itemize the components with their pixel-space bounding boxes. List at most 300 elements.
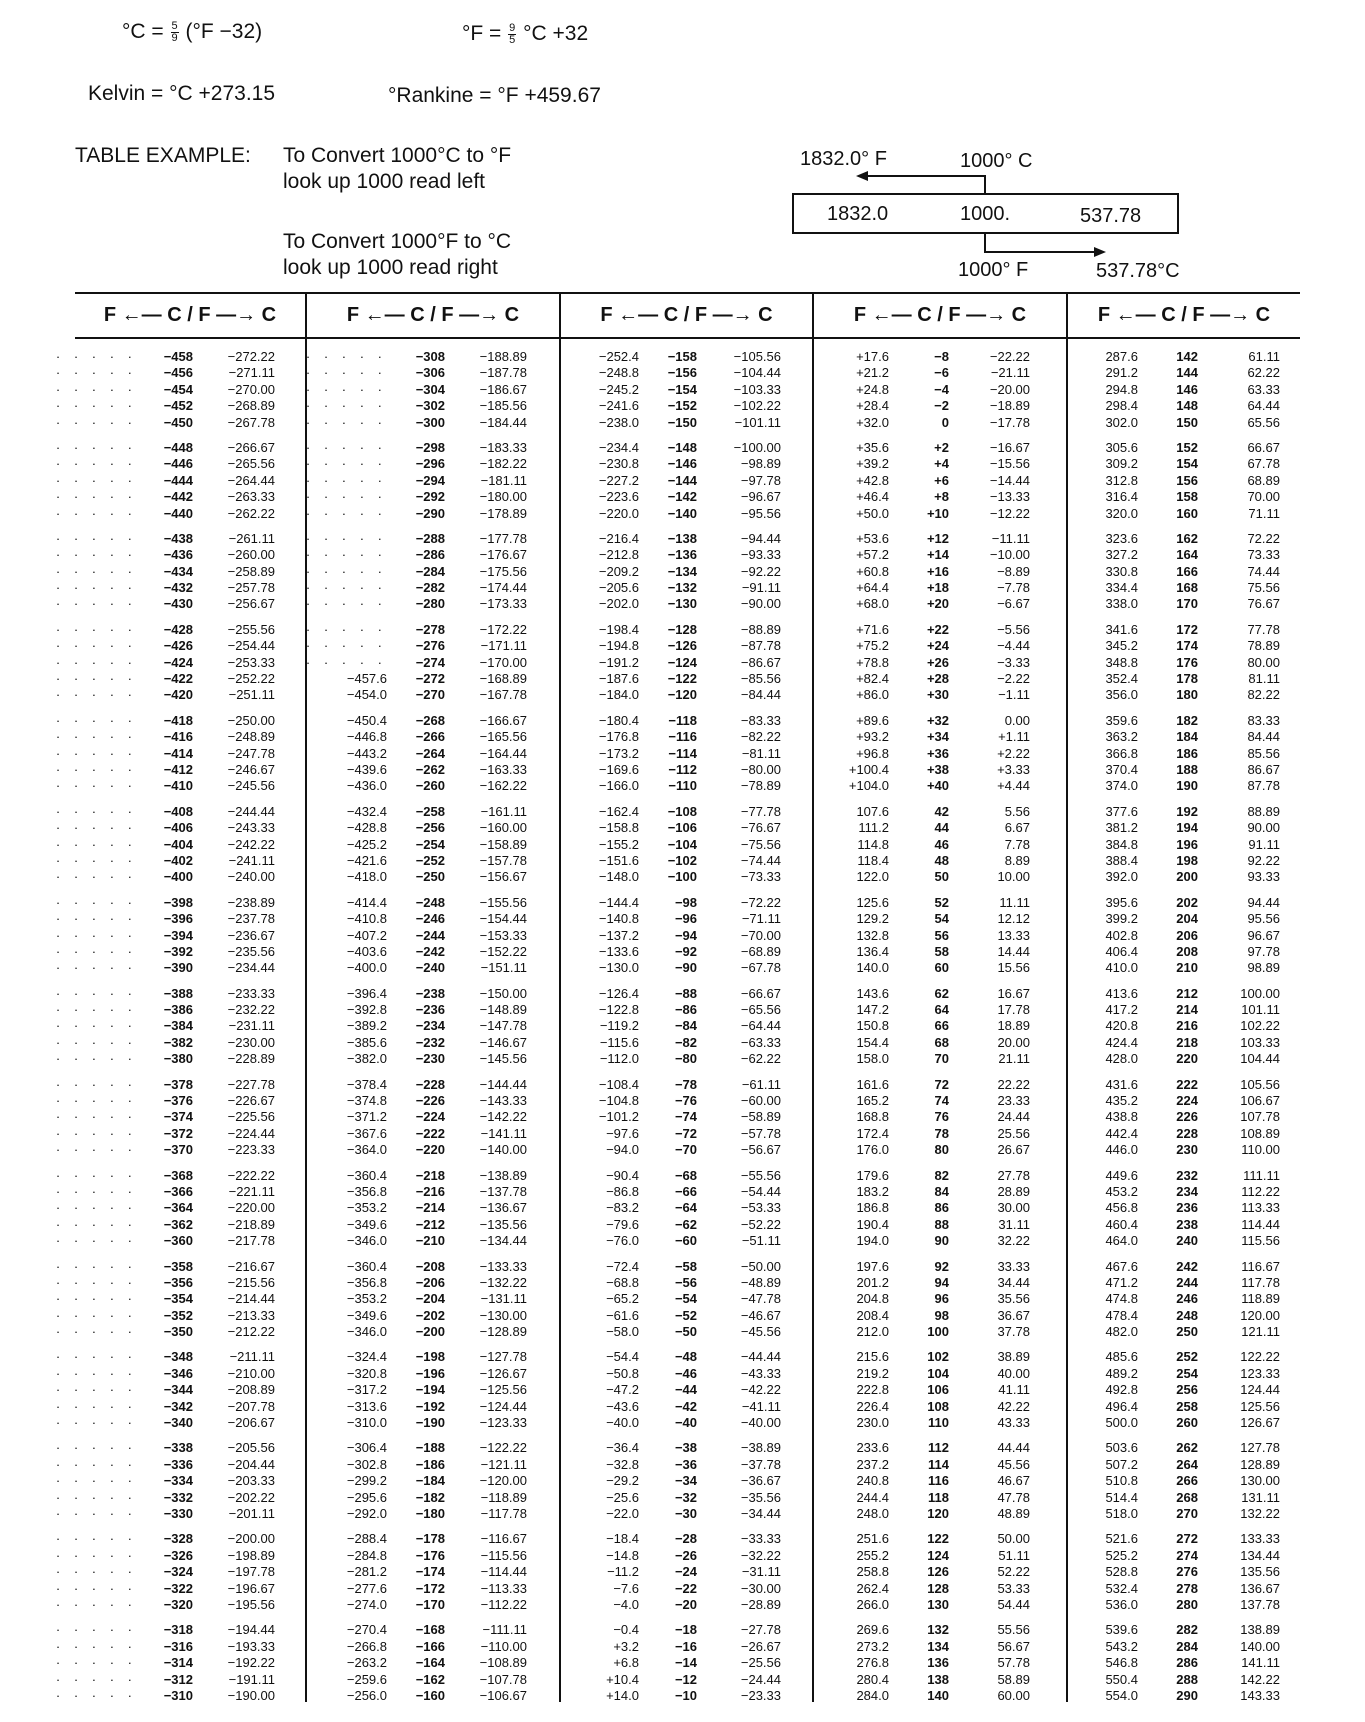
celsius-value: 136.67 bbox=[1240, 1580, 1280, 1596]
example-top-arrow-line bbox=[866, 175, 986, 177]
fahrenheit-value: 352.4 bbox=[1105, 671, 1138, 687]
table-row bbox=[814, 778, 1066, 794]
table-row bbox=[561, 746, 812, 762]
table-row bbox=[561, 911, 812, 927]
table-row bbox=[55, 547, 305, 563]
table-row bbox=[1068, 960, 1300, 976]
key-value: −418 bbox=[163, 712, 193, 728]
fahrenheit-value: 312.8 bbox=[1105, 472, 1138, 488]
celsius-value: 107.78 bbox=[1240, 1109, 1280, 1125]
key-value: −232 bbox=[415, 1034, 445, 1050]
fahrenheit-value: −353.2 bbox=[346, 1291, 387, 1307]
key-value: −352 bbox=[163, 1307, 193, 1323]
celsius-value: −141.11 bbox=[480, 1125, 527, 1141]
table-row bbox=[1068, 1018, 1300, 1034]
fahrenheit-value: · · · · · bbox=[55, 1638, 137, 1654]
table-row bbox=[307, 1415, 559, 1431]
celsius-value: −90.00 bbox=[740, 596, 781, 612]
fahrenheit-value: 320.0 bbox=[1105, 505, 1138, 521]
table-row bbox=[814, 655, 1066, 671]
table-row bbox=[814, 1688, 1066, 1704]
table-row bbox=[55, 1655, 305, 1671]
celsius-value: 13.33 bbox=[997, 927, 1030, 943]
key-value: 232 bbox=[1176, 1167, 1198, 1183]
celsius-value: 120.00 bbox=[1240, 1307, 1280, 1323]
key-value: 120 bbox=[927, 1506, 949, 1521]
fahrenheit-value: −184.0 bbox=[598, 687, 639, 703]
key-value: 152 bbox=[1176, 439, 1198, 455]
fahrenheit-value: 482.0 bbox=[1105, 1324, 1138, 1340]
fahrenheit-value: 334.4 bbox=[1105, 580, 1138, 596]
table-row bbox=[307, 1035, 559, 1051]
row-group bbox=[1068, 1259, 1300, 1341]
key-value: 262 bbox=[1176, 1440, 1198, 1456]
key-value: +20 bbox=[926, 596, 949, 612]
celsius-value: −103.33 bbox=[733, 381, 781, 397]
key-value: 66 bbox=[934, 1018, 949, 1034]
table-row bbox=[814, 1440, 1066, 1456]
fahrenheit-value: −140.8 bbox=[598, 911, 639, 927]
fahrenheit-value: 492.8 bbox=[1105, 1382, 1138, 1398]
key-value: −248 bbox=[415, 894, 445, 910]
table-row bbox=[55, 1506, 305, 1522]
celsius-value: −63.33 bbox=[740, 1034, 781, 1050]
fahrenheit-value: +89.6 bbox=[856, 712, 889, 728]
celsius-value: −6.67 bbox=[997, 596, 1030, 612]
key-value: −70 bbox=[674, 1142, 697, 1158]
table-row bbox=[814, 960, 1066, 976]
fahrenheit-value: · · · · · bbox=[55, 365, 137, 381]
celsius-value: 73.33 bbox=[1247, 547, 1280, 563]
table-row bbox=[55, 489, 305, 505]
fahrenheit-value: −389.2 bbox=[346, 1018, 387, 1034]
key-value: −280 bbox=[415, 596, 445, 612]
table-row bbox=[814, 1324, 1066, 1340]
celsius-value: −256.67 bbox=[227, 596, 275, 612]
key-value: 222 bbox=[1176, 1076, 1198, 1092]
table-row bbox=[561, 778, 812, 794]
fahrenheit-value: −259.6 bbox=[346, 1671, 387, 1687]
celsius-value: 12.12 bbox=[997, 911, 1030, 927]
fahrenheit-value: −418.0 bbox=[346, 869, 387, 885]
fahrenheit-value: −310.0 bbox=[346, 1415, 387, 1431]
table-row bbox=[55, 1093, 305, 1109]
fahrenheit-value: +32.0 bbox=[856, 414, 889, 430]
table-row bbox=[1068, 382, 1300, 398]
key-value: +26 bbox=[926, 654, 949, 670]
fahrenheit-value: · · · · · bbox=[55, 1018, 137, 1034]
fahrenheit-value: 399.2 bbox=[1105, 911, 1138, 927]
fahrenheit-value: 190.4 bbox=[856, 1216, 889, 1232]
key-value: −42 bbox=[674, 1398, 697, 1414]
example-top-right-label: 1000° C bbox=[960, 150, 1033, 172]
table-row bbox=[814, 1093, 1066, 1109]
key-value: −322 bbox=[163, 1580, 193, 1596]
celsius-value: −206.67 bbox=[227, 1415, 275, 1431]
table-row bbox=[1068, 1093, 1300, 1109]
celsius-value: 18.89 bbox=[997, 1018, 1030, 1034]
fahrenheit-value: 467.6 bbox=[1105, 1258, 1138, 1274]
key-value: 204 bbox=[1176, 911, 1198, 927]
celsius-value: −66.67 bbox=[740, 985, 781, 1001]
celsius-value: −165.56 bbox=[479, 729, 527, 745]
fahrenheit-value: · · · · · bbox=[55, 398, 137, 414]
example-bottom-right-label: 537.78°C bbox=[1096, 260, 1180, 282]
celsius-value: −200.00 bbox=[227, 1531, 275, 1547]
key-value: −46 bbox=[674, 1365, 697, 1381]
fahrenheit-value: −58.0 bbox=[606, 1324, 639, 1340]
row-group bbox=[1068, 531, 1300, 613]
fahrenheit-value: −166.0 bbox=[598, 778, 639, 794]
fahrenheit-value: · · · · · bbox=[55, 985, 137, 1001]
table-row bbox=[814, 382, 1066, 398]
key-value: −236 bbox=[415, 1002, 445, 1018]
fahrenheit-value: · · · · · bbox=[55, 1167, 137, 1183]
row-group bbox=[307, 1440, 559, 1522]
table-row bbox=[814, 746, 1066, 762]
celsius-value: +4.44 bbox=[997, 778, 1030, 794]
fahrenheit-value: · · · · · bbox=[305, 456, 387, 472]
fahrenheit-value: · · · · · bbox=[55, 1216, 137, 1232]
table-row bbox=[561, 1200, 812, 1216]
celsius-value: −252.22 bbox=[227, 671, 275, 687]
row-group bbox=[814, 1259, 1066, 1341]
column-header: F ←— C / F —→ C bbox=[1097, 304, 1271, 326]
celsius-value: −8.89 bbox=[997, 563, 1030, 579]
table-row bbox=[1068, 1366, 1300, 1382]
fahrenheit-value: 554.0 bbox=[1105, 1687, 1138, 1703]
table-row bbox=[814, 1200, 1066, 1216]
fahrenheit-value: 489.2 bbox=[1105, 1365, 1138, 1381]
fahrenheit-value: · · · · · bbox=[305, 596, 387, 612]
example-label: TABLE EXAMPLE: bbox=[75, 144, 251, 167]
celsius-value: 93.33 bbox=[1247, 869, 1280, 885]
key-value: 98 bbox=[934, 1307, 949, 1323]
fahrenheit-value: 449.6 bbox=[1105, 1167, 1138, 1183]
table-row bbox=[1068, 1531, 1300, 1547]
fahrenheit-value: · · · · · bbox=[55, 1473, 137, 1489]
key-value: 268 bbox=[1176, 1489, 1198, 1505]
key-value: −388 bbox=[163, 985, 193, 1001]
celsius-value: −188.89 bbox=[479, 349, 527, 364]
fahrenheit-value: 539.6 bbox=[1105, 1622, 1138, 1638]
celsius-value: 141.11 bbox=[1241, 1655, 1280, 1671]
celsius-value: −163.33 bbox=[479, 761, 527, 777]
row-group bbox=[561, 1531, 812, 1613]
fahrenheit-value: −65.2 bbox=[606, 1291, 639, 1307]
celsius-value: −211.11 bbox=[229, 1349, 275, 1365]
table-row bbox=[1068, 1275, 1300, 1291]
row-group bbox=[814, 1531, 1066, 1613]
celsius-value: −182.22 bbox=[479, 456, 527, 472]
fahrenheit-value: −11.2 bbox=[607, 1564, 639, 1580]
fahrenheit-value: −220.0 bbox=[598, 505, 639, 521]
table-row bbox=[55, 687, 305, 703]
table-row bbox=[307, 895, 559, 911]
key-value: −288 bbox=[415, 530, 445, 546]
key-value: −204 bbox=[415, 1291, 445, 1307]
celsius-value: 101.11 bbox=[1241, 1002, 1280, 1018]
table-row bbox=[307, 1531, 559, 1547]
table-row bbox=[1068, 1126, 1300, 1142]
table-row bbox=[561, 1093, 812, 1109]
key-value: +16 bbox=[926, 563, 949, 579]
celsius-value: −213.33 bbox=[227, 1307, 275, 1323]
fahrenheit-value: −104.8 bbox=[598, 1093, 639, 1109]
key-value: 62 bbox=[934, 985, 949, 1001]
fahrenheit-value: 464.0 bbox=[1105, 1233, 1138, 1249]
key-value: −370 bbox=[163, 1142, 193, 1158]
key-value: −374 bbox=[163, 1109, 193, 1125]
table-row bbox=[55, 1307, 305, 1324]
key-value: −124 bbox=[667, 654, 697, 670]
table-row bbox=[561, 1399, 812, 1415]
key-value: 184 bbox=[1176, 729, 1198, 745]
table-row bbox=[814, 638, 1066, 654]
table-row bbox=[814, 564, 1066, 580]
fahrenheit-value: +93.2 bbox=[856, 729, 889, 745]
key-value: 172 bbox=[1176, 621, 1198, 637]
table-row bbox=[55, 1596, 305, 1613]
fahrenheit-value: 161.6 bbox=[856, 1076, 889, 1092]
table-row bbox=[307, 986, 559, 1002]
key-value: 90 bbox=[934, 1233, 949, 1249]
fahrenheit-value: 410.0 bbox=[1105, 960, 1138, 976]
fahrenheit-value: · · · · · bbox=[55, 1002, 137, 1018]
key-value: 116 bbox=[928, 1473, 949, 1489]
key-value: −216 bbox=[415, 1183, 445, 1199]
fahrenheit-value: 323.6 bbox=[1105, 530, 1138, 546]
row-group bbox=[55, 1258, 305, 1341]
celsius-value: −192.22 bbox=[227, 1655, 275, 1671]
fahrenheit-value: −349.6 bbox=[346, 1307, 387, 1323]
celsius-value: 108.89 bbox=[1240, 1125, 1280, 1141]
celsius-value: 27.78 bbox=[997, 1167, 1030, 1183]
fahrenheit-value: −306.4 bbox=[346, 1440, 387, 1456]
celsius-value: −61.11 bbox=[741, 1076, 781, 1092]
table-row bbox=[814, 1581, 1066, 1597]
column-body bbox=[55, 349, 305, 1713]
row-group bbox=[55, 894, 305, 977]
fahrenheit-value: 255.2 bbox=[856, 1547, 889, 1563]
celsius-value: −197.78 bbox=[227, 1564, 275, 1580]
celsius-value: −20.00 bbox=[989, 381, 1030, 397]
row-group bbox=[561, 895, 812, 977]
fahrenheit-value: −126.4 bbox=[598, 985, 639, 1001]
fahrenheit-value: −392.8 bbox=[346, 1002, 387, 1018]
fahrenheit-value: · · · · · bbox=[55, 852, 137, 868]
table-row bbox=[814, 1548, 1066, 1564]
celsius-value: −151.11 bbox=[480, 960, 527, 976]
fahrenheit-value: −360.4 bbox=[346, 1167, 387, 1183]
key-value: −266 bbox=[415, 729, 445, 745]
celsius-value: −53.33 bbox=[740, 1200, 781, 1216]
celsius-value: 142.22 bbox=[1240, 1671, 1280, 1687]
table-row bbox=[55, 1687, 305, 1704]
key-value: 252 bbox=[1176, 1349, 1198, 1365]
key-value: 140 bbox=[927, 1687, 949, 1703]
key-value: 0 bbox=[941, 414, 949, 430]
table-row bbox=[814, 440, 1066, 456]
fahrenheit-value: 500.0 bbox=[1105, 1415, 1138, 1431]
fahrenheit-value: −14.8 bbox=[606, 1547, 639, 1563]
table-row bbox=[307, 1440, 559, 1456]
table-row bbox=[1068, 1233, 1300, 1249]
celsius-value: 54.44 bbox=[997, 1596, 1030, 1612]
table-row bbox=[561, 1349, 812, 1365]
key-value: +40 bbox=[926, 778, 949, 794]
key-value: 258 bbox=[1176, 1398, 1198, 1414]
row-group bbox=[814, 622, 1066, 704]
key-value: −456 bbox=[163, 365, 193, 381]
fahrenheit-value: · · · · · bbox=[55, 1324, 137, 1340]
fahrenheit-value: 273.2 bbox=[856, 1638, 889, 1654]
fahrenheit-value: −144.4 bbox=[598, 894, 639, 910]
fahrenheit-value: −191.2 bbox=[598, 654, 639, 670]
table-row bbox=[307, 1382, 559, 1398]
fahrenheit-value: · · · · · bbox=[305, 638, 387, 654]
celsius-value: −25.56 bbox=[740, 1655, 781, 1671]
celsius-value: −147.78 bbox=[479, 1018, 527, 1034]
key-value: 128 bbox=[927, 1580, 949, 1596]
celsius-value: 81.11 bbox=[1248, 671, 1280, 687]
key-value: 104 bbox=[927, 1365, 949, 1381]
key-value: −114 bbox=[668, 745, 697, 761]
table-row bbox=[561, 853, 812, 869]
celsius-value: −73.33 bbox=[740, 869, 781, 885]
fahrenheit-value: · · · · · bbox=[55, 349, 137, 364]
key-value: −138 bbox=[667, 530, 697, 546]
key-value: 134 bbox=[927, 1638, 949, 1654]
celsius-value: −75.56 bbox=[740, 836, 781, 852]
key-value: 96 bbox=[934, 1291, 949, 1307]
fahrenheit-value: −238.0 bbox=[598, 414, 639, 430]
celsius-value: −51.11 bbox=[741, 1233, 781, 1249]
fahrenheit-value: · · · · · bbox=[55, 927, 137, 943]
fahrenheit-value: +96.8 bbox=[856, 745, 889, 761]
key-value: −320 bbox=[163, 1596, 193, 1612]
fahrenheit-value: −230.8 bbox=[598, 456, 639, 472]
table-row bbox=[55, 1671, 305, 1688]
celsius-value: −185.56 bbox=[479, 398, 527, 414]
fahrenheit-value: · · · · · bbox=[305, 547, 387, 563]
row-group bbox=[307, 986, 559, 1068]
celsius-value: −246.67 bbox=[227, 761, 275, 777]
table-row bbox=[55, 414, 305, 431]
key-value: −272 bbox=[415, 671, 445, 687]
table-row bbox=[814, 853, 1066, 869]
table-row bbox=[55, 1125, 305, 1142]
celsius-value: −98.89 bbox=[740, 456, 781, 472]
celsius-value: −218.89 bbox=[227, 1216, 275, 1232]
celsius-value: 42.22 bbox=[997, 1398, 1030, 1414]
celsius-value: −244.44 bbox=[227, 803, 275, 819]
fahrenheit-value: −400.0 bbox=[346, 960, 387, 976]
key-value: +28 bbox=[926, 671, 949, 687]
key-value: 234 bbox=[1176, 1183, 1198, 1199]
key-value: −398 bbox=[163, 894, 193, 910]
example-top-left-label: 1832.0° F bbox=[800, 148, 887, 170]
fahrenheit-value: −313.6 bbox=[346, 1398, 387, 1414]
fahrenheit-value: −0.4 bbox=[613, 1622, 639, 1638]
row-group bbox=[561, 349, 812, 431]
key-value: −154 bbox=[667, 381, 697, 397]
fahrenheit-value: · · · · · bbox=[55, 547, 137, 563]
key-value: −162 bbox=[415, 1671, 445, 1687]
fahrenheit-value: −425.2 bbox=[346, 836, 387, 852]
key-value: −254 bbox=[415, 836, 445, 852]
left-arrowhead-icon bbox=[856, 171, 868, 181]
celsius-value: 31.11 bbox=[998, 1216, 1030, 1232]
celsius-value: −167.78 bbox=[479, 687, 527, 703]
fahrenheit-value: · · · · · bbox=[55, 729, 137, 745]
fahrenheit-value: −317.2 bbox=[346, 1382, 387, 1398]
key-value: −218 bbox=[415, 1167, 445, 1183]
celsius-value: 55.56 bbox=[997, 1622, 1030, 1638]
row-group bbox=[561, 986, 812, 1068]
key-value: −18 bbox=[674, 1622, 697, 1638]
key-value: −196 bbox=[415, 1365, 445, 1381]
table-row bbox=[561, 837, 812, 853]
row-group bbox=[55, 1440, 305, 1522]
celsius-value: 140.00 bbox=[1240, 1638, 1280, 1654]
table-row bbox=[55, 1258, 305, 1275]
fahrenheit-value: · · · · · bbox=[55, 836, 137, 852]
key-value: −438 bbox=[163, 530, 193, 546]
fahrenheit-value: 478.4 bbox=[1105, 1307, 1138, 1323]
table-row bbox=[814, 473, 1066, 489]
celsius-value: −245.56 bbox=[227, 778, 275, 794]
key-value: −160 bbox=[415, 1687, 445, 1703]
celsius-value: 106.67 bbox=[1240, 1093, 1280, 1109]
celsius-value: −13.33 bbox=[989, 489, 1030, 505]
celsius-value: −7.78 bbox=[997, 580, 1030, 596]
celsius-value: 17.78 bbox=[997, 1002, 1030, 1018]
table-row bbox=[561, 928, 812, 944]
table-row bbox=[307, 456, 559, 472]
celsius-value: +2.22 bbox=[997, 745, 1030, 761]
rankine-formula: °Rankine = °F +459.67 bbox=[388, 84, 601, 107]
table-row bbox=[561, 489, 812, 505]
row-group bbox=[307, 531, 559, 613]
celsius-value: 0.00 bbox=[1004, 712, 1030, 728]
key-value: 138 bbox=[927, 1671, 949, 1687]
table-row bbox=[1068, 596, 1300, 612]
celsius-value: −157.78 bbox=[479, 852, 527, 868]
fahrenheit-value: · · · · · bbox=[55, 778, 137, 794]
row-group bbox=[1068, 804, 1300, 886]
table-row bbox=[1068, 415, 1300, 431]
key-value: −358 bbox=[163, 1258, 193, 1274]
table-row bbox=[561, 365, 812, 381]
table-row bbox=[307, 1399, 559, 1415]
key-value: 94 bbox=[934, 1274, 949, 1290]
celsius-value: 100.00 bbox=[1240, 985, 1280, 1001]
table-row bbox=[561, 1688, 812, 1704]
fahrenheit-value: 143.6 bbox=[856, 985, 889, 1001]
key-value: 150 bbox=[1176, 414, 1198, 430]
table-row bbox=[1068, 1548, 1300, 1564]
table-row bbox=[55, 1142, 305, 1158]
fahrenheit-value: −263.2 bbox=[346, 1655, 387, 1671]
table-row bbox=[55, 943, 305, 960]
fahrenheit-value: 150.8 bbox=[856, 1018, 889, 1034]
fahrenheit-value: · · · · · bbox=[305, 563, 387, 579]
row-group bbox=[55, 439, 305, 522]
row-group bbox=[307, 804, 559, 886]
table-row bbox=[307, 506, 559, 522]
table-row bbox=[1068, 746, 1300, 762]
